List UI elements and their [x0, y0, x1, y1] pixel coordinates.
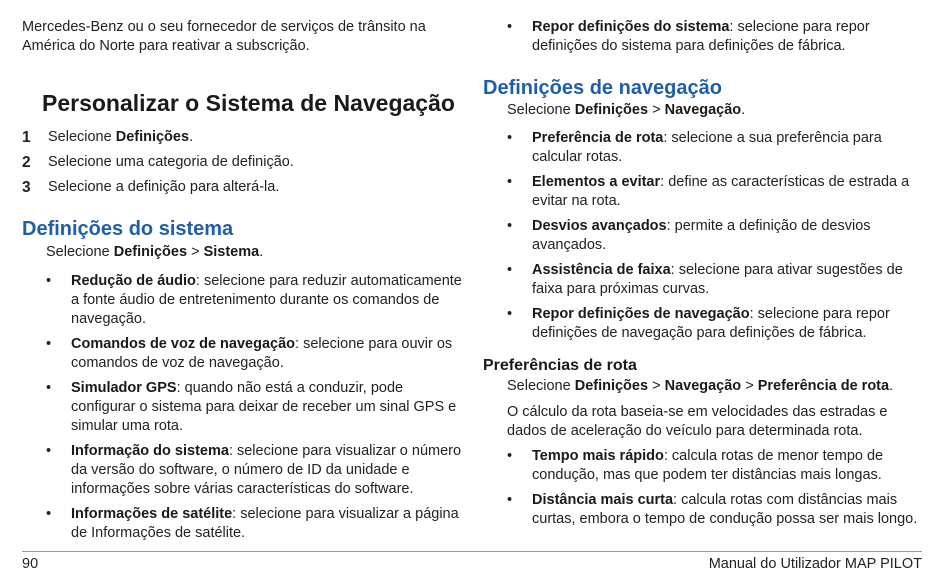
system-settings-list-continued: [483, 18, 923, 56]
navigation-settings-list: [483, 129, 923, 343]
list-item: • Elementos a evitar: define as características de estrada a evitar na rota.: [507, 174, 910, 209]
route-select-path: Selecione Definições > Navegação > Preferência de rota.: [507, 378, 894, 394]
step-item: [22, 153, 294, 178]
list-item: • Redução de áudio: selecione para reduzir automaticamente a fonte áudio de entretenimento durante os comandos de navegação.: [46, 273, 462, 327]
list-item: • Repor definições do sistema: selecione para repor definições do sistema para definições de fábrica.: [507, 19, 870, 54]
navigation-settings-heading: Definições de navegação: [483, 77, 722, 99]
page-title: Personalizar o Sistema de Navegação: [42, 90, 455, 116]
navigation-select-path: Selecione Definições > Navegação.: [507, 102, 746, 118]
intro-paragraph: Mercedes-Benz ou o seu fornecedor de serviços de trânsito na América do Norte para reativar a subscrição.: [22, 19, 426, 54]
system-select-path: Selecione Definições > Sistema.: [46, 244, 264, 260]
list-item: • Simulador GPS: quando não está a conduzir, pode configurar o sistema para deixar de receber um sinal GPS e simular uma rota.: [46, 380, 457, 434]
page-number: 90: [22, 556, 39, 572]
steps-list: [22, 128, 294, 203]
step-text: Selecione Definições.: [48, 129, 194, 145]
list-item: • Informação do sistema: selecione para visualizar o número da versão do software, o número de ID da unidade e informações sobre várias características do software.: [46, 443, 462, 497]
list-item: • Distância mais curta: calcula rotas com distâncias mais curtas, embora o tempo de condução possa ser mais longo.: [507, 492, 918, 527]
route-preferences-list: [483, 447, 923, 529]
step-number: 2: [22, 154, 31, 171]
step-text: Selecione a definição para alterá-la.: [48, 179, 280, 195]
system-section: [22, 216, 467, 543]
list-item: • Assistência de faixa: selecione para ativar sugestões de faixa para próximas curvas.: [507, 262, 903, 297]
list-item: • Repor definições de navegação: selecione para repor definições de navegação para definições de fábrica.: [507, 306, 890, 341]
system-settings-list: [22, 272, 467, 543]
route-preferences-heading: Preferências de rota: [483, 357, 637, 374]
right-column: [483, 18, 923, 529]
list-item: • Comandos de voz de navegação: selecione para ouvir os comandos de voz de navegação.: [46, 336, 453, 371]
step-number: 3: [22, 179, 31, 196]
step-text: Selecione uma categoria de definição.: [48, 154, 294, 170]
step-item: [22, 178, 294, 203]
list-item: • Desvios avançados: permite a definição de desvios avançados.: [507, 218, 871, 253]
list-item: • Preferência de rota: selecione a sua preferência para calcular rotas.: [507, 130, 882, 165]
route-intro-paragraph: O cálculo da rota baseia-se em velocidades das estradas e dados de aceleração do veículo para determinada rota.: [507, 404, 888, 439]
footer-divider: [22, 551, 922, 552]
step-item: [22, 128, 294, 153]
manual-title: Manual do Utilizador MAP PILOT: [708, 556, 922, 572]
system-settings-heading: Definições do sistema: [22, 218, 234, 240]
list-item: • Informações de satélite: selecione para visualizar a página de Informações de satélite.: [46, 506, 459, 541]
list-item: • Tempo mais rápido: calcula rotas de menor tempo de condução, mas que podem ter distâncias mais longas.: [507, 448, 884, 483]
step-number: 1: [22, 129, 31, 146]
